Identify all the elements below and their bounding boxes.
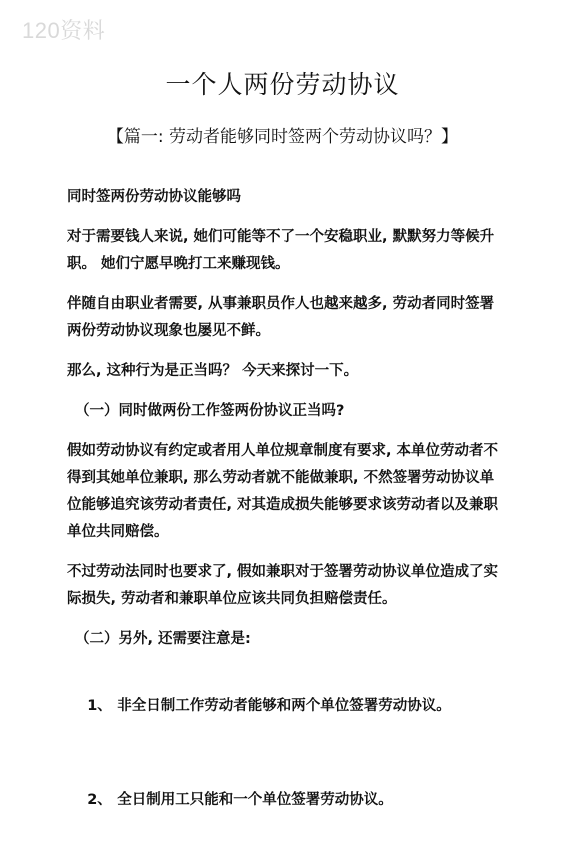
list-item <box>67 666 507 747</box>
paragraph-discussion: 那么, 这种行为是正当吗？ 今天来探讨一下。 <box>67 363 359 379</box>
paragraph-contract-terms: 假如劳动协议有约定或者用人单位规章制度有要求, 本单位劳动者不得到其她单位兼职, 那么劳动者就不能做兼职, 不然签署劳动协议单位能够追究该劳动者责任, 对其造成损失能够要求该劳动者以及兼职单位共同赔偿。 <box>67 443 499 540</box>
list-item <box>67 760 507 841</box>
list-number: 2、 <box>87 792 112 808</box>
paragraph-intro: 对于需要钱人来说, 她们可能等不了一个安稳职业, 默默努力等候升职。 她们宁愿早晚打工来赚现钱。 <box>67 229 495 272</box>
subheading-two: （二）另外, 还需要注意是: <box>75 631 251 647</box>
section-heading: 【篇一: 劳动者能够同时签两个劳动协议吗？】 <box>106 127 459 147</box>
paragraph-liability: 不过劳动法同时也要求了, 假如兼职对于签署劳动协议单位造成了实际损失, 劳动者和兼职单位应该共同负担赔偿责任。 <box>67 564 499 607</box>
document-body <box>67 184 507 854</box>
watermark: 120资料 <box>22 18 106 43</box>
paragraph-freelance: 伴随自由职业者需要, 从事兼职员作人也越来越多, 劳动者同时签署两份劳动协议现象也屡见不鲜。 <box>67 296 495 339</box>
document-title: 一个人两份劳动协议 <box>165 70 400 99</box>
subheading-one: （一）同时做两份工作签两份协议正当吗? <box>75 403 345 419</box>
list-text: 全日制用工只能和一个单位签署劳动协议。 <box>117 792 393 808</box>
list-text: 非全日制工作劳动者能够和两个单位签署劳动协议。 <box>117 698 451 714</box>
list-number: 1、 <box>87 698 112 714</box>
paragraph-question: 同时签两份劳动协议能够吗 <box>67 189 241 205</box>
